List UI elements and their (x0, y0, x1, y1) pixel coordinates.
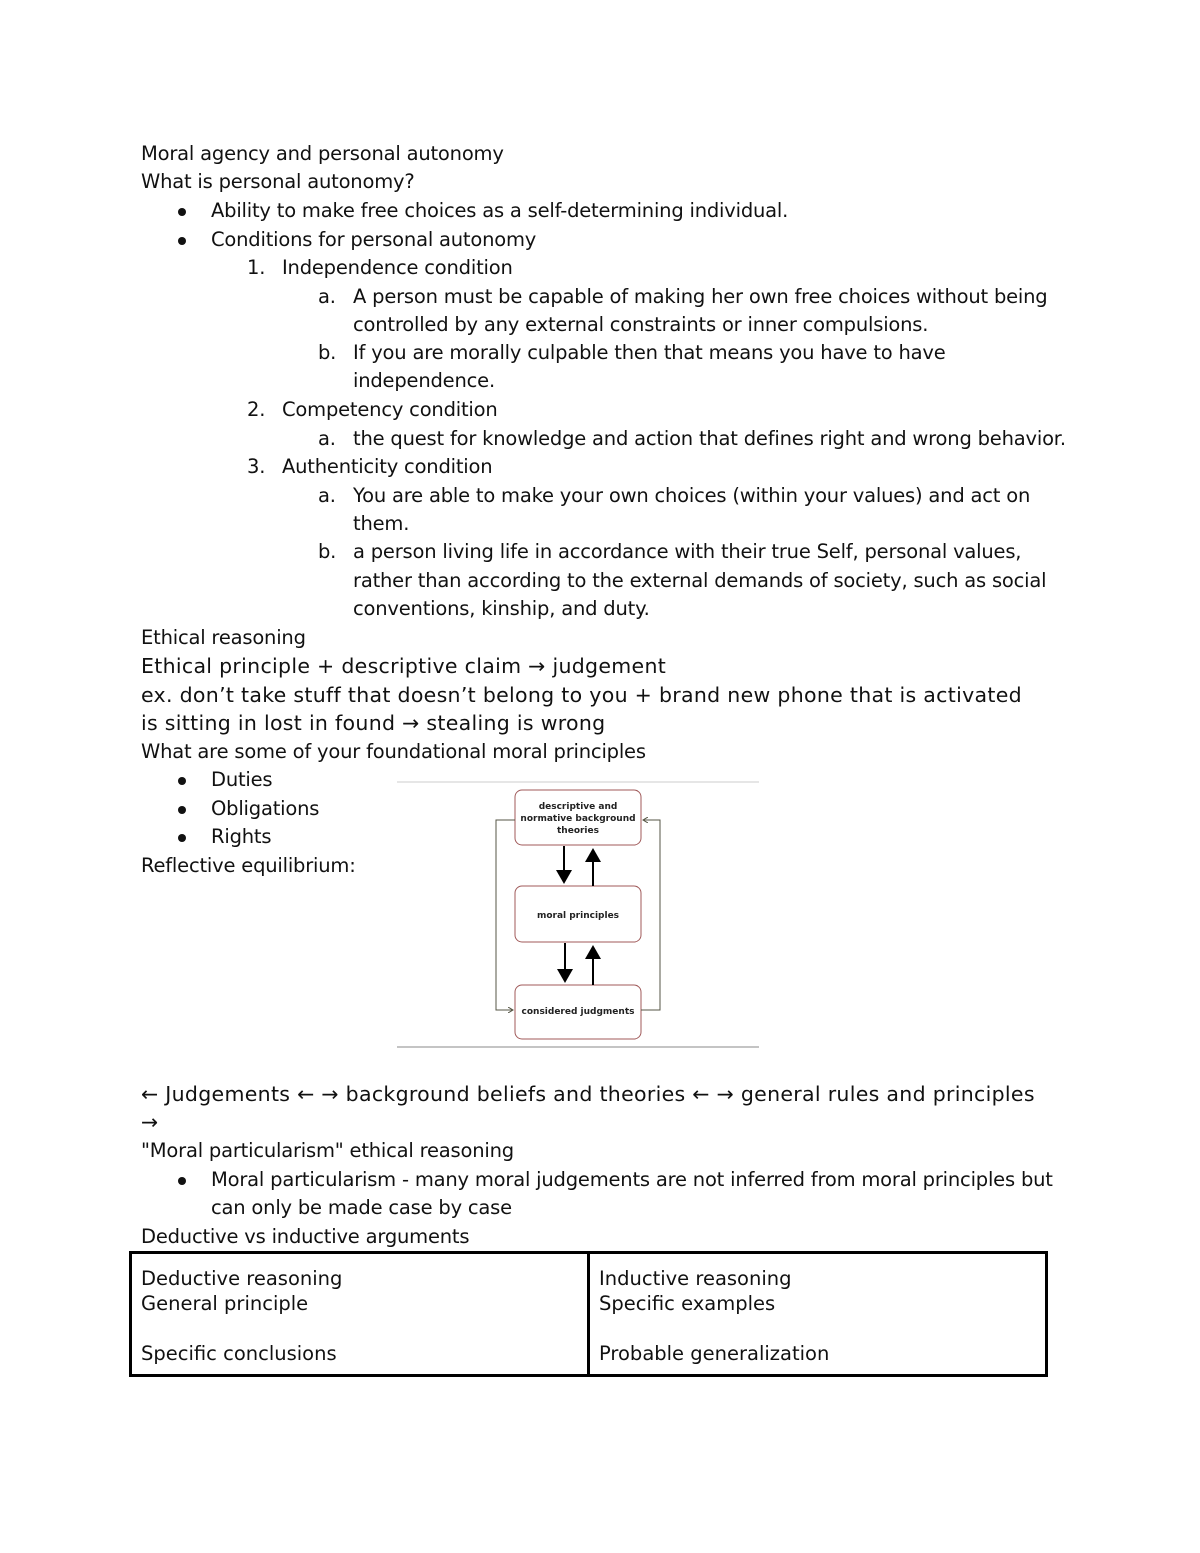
list-letter: b. (318, 341, 337, 364)
condition-label: Authenticity condition (282, 455, 493, 478)
heading-deductive: Deductive vs inductive arguments (141, 1225, 470, 1248)
list-text: the quest for knowledge and action that defines right and wrong behavior. (353, 427, 1066, 450)
cell-line (599, 1316, 1037, 1341)
cell-line (141, 1316, 579, 1341)
reflective-equilibrium-label: Reflective equilibrium: (141, 854, 356, 877)
reflective-equilibrium-diagram (397, 780, 759, 1050)
cell-line: Inductive reasoning (599, 1267, 792, 1290)
question-principles: What are some of your foundational moral principles (141, 740, 646, 763)
list-text: A person must be capable of making her own free choices without being (353, 285, 1048, 308)
bullet-icon (178, 1177, 186, 1185)
bullet-icon (178, 208, 186, 216)
list-letter: a. (318, 285, 336, 308)
list-letter: a. (318, 427, 336, 450)
box-text: normative background (520, 814, 636, 824)
list-letter: b. (318, 540, 337, 563)
box-text: considered judgments (521, 1007, 635, 1017)
example-line: ex. don’t take stuff that doesn’t belong to you + brand new phone that is activated (141, 683, 1022, 707)
example-line: is sitting in lost in found → stealing is wrong (141, 711, 606, 735)
list-text: rather than according to the external demands of society, such as social (353, 569, 1047, 592)
list-letter: a. (318, 484, 336, 507)
cell-line: Deductive reasoning (141, 1267, 343, 1290)
list-text: them. (353, 512, 410, 535)
list-number: 3. (247, 455, 266, 478)
condition-label: Competency condition (282, 398, 498, 421)
cell-line: Specific conclusions (141, 1342, 337, 1365)
bullet-icon (178, 777, 186, 785)
list-text: independence. (353, 369, 495, 392)
loop-arrow-left (496, 820, 515, 1010)
heading-ethical-reasoning: Ethical reasoning (141, 626, 306, 649)
list-text: You are able to make your own choices (within your values) and act on (353, 484, 1031, 507)
question-autonomy: What is personal autonomy? (141, 170, 415, 193)
bullet-text: Duties (211, 768, 273, 791)
bullet-text: Obligations (211, 797, 320, 820)
heading-title: Moral agency and personal autonomy (141, 142, 504, 165)
condition-label: Independence condition (282, 256, 513, 279)
bullet-text: Ability to make free choices as a self-determining individual. (211, 199, 789, 222)
arrows-line: ← Judgements ← → background beliefs and theories ← → general rules and principles (141, 1082, 1035, 1106)
bullet-text: can only be made case by case (211, 1196, 512, 1219)
list-text: controlled by any external constraints or inner compulsions. (353, 313, 929, 336)
bullet-text: Rights (211, 825, 272, 848)
cell-line: General principle (141, 1292, 309, 1315)
list-text: a person living life in accordance with their true Self, personal values, (353, 540, 1022, 563)
box-text: theories (557, 826, 599, 836)
table-cell-inductive (589, 1253, 1047, 1376)
table-cell-deductive (131, 1253, 589, 1376)
bullet-text: Moral particularism - many moral judgements are not inferred from moral principles but (211, 1168, 1053, 1191)
bullet-text: Conditions for personal autonomy (211, 228, 537, 251)
cell-line: Specific examples (599, 1292, 776, 1315)
list-text: If you are morally culpable then that means you have to have (353, 341, 946, 364)
bullet-icon (178, 237, 186, 245)
list-text: conventions, kinship, and duty. (353, 597, 650, 620)
bullet-icon (178, 806, 186, 814)
list-number: 1. (247, 256, 266, 279)
list-number: 2. (247, 398, 266, 421)
comparison-table (129, 1251, 1048, 1377)
arrows-line: → (141, 1110, 159, 1134)
heading-particularism: "Moral particularism" ethical reasoning (141, 1139, 514, 1162)
formula: Ethical principle + descriptive claim → judgement (141, 654, 667, 678)
cell-line: Probable generalization (599, 1342, 830, 1365)
bullet-icon (178, 834, 186, 842)
box-text: moral principles (536, 911, 620, 921)
loop-arrow-right (641, 820, 660, 1010)
box-text: descriptive and (538, 802, 618, 812)
